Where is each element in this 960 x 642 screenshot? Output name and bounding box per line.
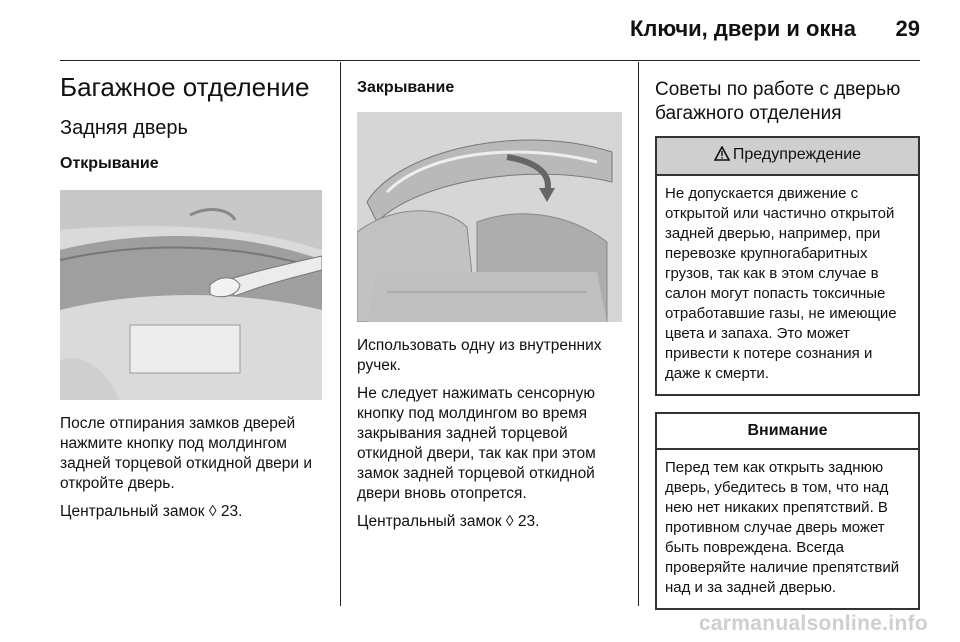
running-header-title: Ключи, двери и окна <box>630 16 856 41</box>
closing-text-2: Не следует нажимать сенсорную кнопку под молдингом во время закрывания задней торцевой откидной двери, так как при этом замок задней торцевой откидной двери вновь отопрется. <box>357 385 596 502</box>
column-2 <box>357 72 622 532</box>
central-lock-ref-2: Центральный замок ◊ 23. <box>357 513 540 530</box>
warning-box <box>655 136 920 396</box>
column-divider-1 <box>340 62 341 606</box>
caution-box <box>655 412 920 610</box>
caution-text: Перед тем как открыть заднюю дверь, убедитесь в том, что над нею нет никаких препятствий. В противном случае дверь может быть повреждена. Всегда проверяйте наличие препятствий над и за задней дверью. <box>665 459 900 596</box>
warning-box-header <box>657 138 918 176</box>
caution-title: Внимание <box>657 414 918 450</box>
tailgate-opening-illustration <box>60 190 322 400</box>
watermark: carmanualsonline.info <box>698 612 928 635</box>
subsection-title: Задняя дверь <box>60 117 188 139</box>
warning-triangle-icon <box>714 146 730 166</box>
warning-title: Предупреждение <box>732 146 862 163</box>
tips-title: Советы по работе с дверью багажного отделения <box>655 79 901 124</box>
column-1 <box>60 72 322 522</box>
central-lock-ref: Центральный замок ◊ 23. <box>60 503 243 520</box>
warning-text: Не допускается движение с открытой или частично открытой задней дверью, например, при перевозке крупногабаритных грузов, так как в этом случае в салон могут попасть токсичные отработавшие газы, не имеющие цвета и запаха. Это может привести к потере сознания и даже к смерти. <box>665 185 897 382</box>
closing-text-1: Использовать одну из внутренних ручек. <box>357 337 602 374</box>
opening-text: После отпирания замков дверей нажмите кнопку под молдингом задней торцевой откидной двери и откройте дверь. <box>60 415 313 492</box>
page-number: 29 <box>895 16 920 41</box>
section-title: Багажное отделение <box>60 72 310 102</box>
column-3 <box>655 72 920 610</box>
column-divider-2 <box>638 62 639 606</box>
header-rule <box>60 60 920 61</box>
opening-heading: Открывание <box>60 155 159 172</box>
closing-heading: Закрывание <box>357 79 455 96</box>
tailgate-closing-illustration <box>357 112 622 322</box>
